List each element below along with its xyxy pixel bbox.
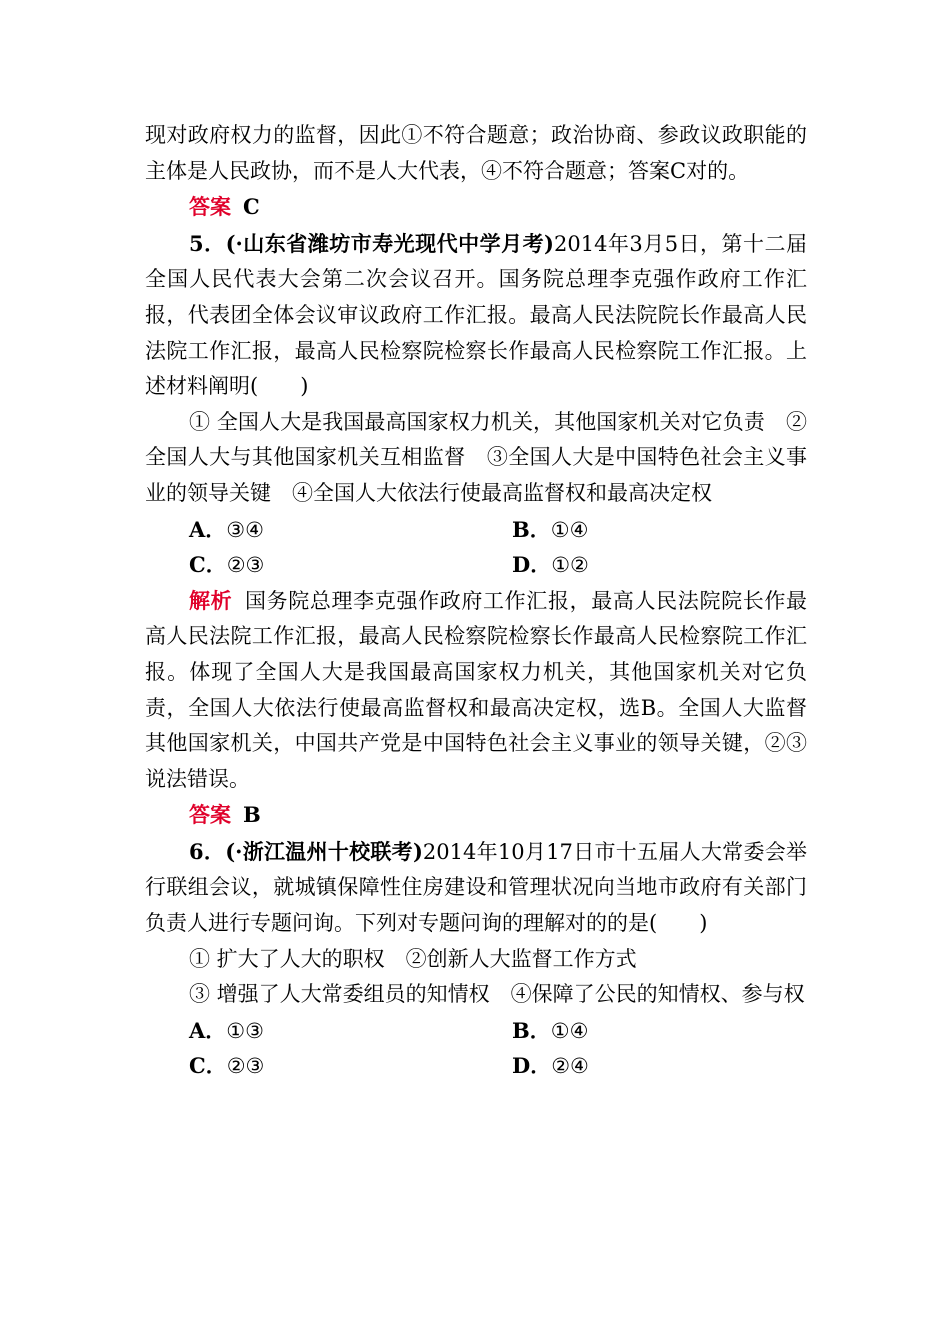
q5-answer (145, 797, 807, 834)
q5-options-row-1 (145, 512, 807, 548)
option-d[interactable]: D．①② (512, 552, 589, 578)
question-source: (·浙江温州十校联考) (225, 838, 423, 864)
q5-options-row-2 (145, 547, 807, 583)
question-stem: 2014年3月5日，第十二届全国人民代表大会第二次会议召开。国务院总理李克强作政府工作汇报，代表团全体会议审议政府工作汇报。最高人民法院院长作最高人民法院工作汇报，最高人民检察院检察长作最高人民检察院工作汇报。上述材料阐明( ) (145, 231, 807, 399)
answer-value: B (243, 802, 261, 828)
answer-value: C (243, 194, 260, 220)
option-b[interactable]: B．①④ (512, 516, 589, 542)
option-a[interactable]: A．③④ (189, 516, 264, 542)
question-number: 5． (189, 230, 226, 256)
q4-answer (145, 189, 807, 226)
option-d[interactable]: D．②④ (512, 1053, 589, 1079)
q6-statement-line-2: ③ 增强了人大常委组员的知情权 ④保障了公民的知情权、参与权 (189, 982, 805, 1007)
answer-label: 答案 (189, 802, 231, 828)
option-c[interactable]: C．②③ (189, 552, 265, 578)
option-a[interactable]: A．①③ (189, 1017, 264, 1043)
document-page (145, 118, 807, 1084)
q5-stem (145, 226, 807, 405)
q6-options-row-2 (145, 1048, 807, 1084)
q6-stem (145, 834, 807, 942)
q6-statement-line-1: ① 扩大了人大的职权 ②创新人大监督工作方式 (189, 946, 637, 971)
q5-analysis (145, 583, 807, 798)
q5-statements: ① 全国人大是我国最高国家权力机关，其他国家机关对它负责 ②全国人大与其他国家机关互相监督 ③全国人大是中国特色社会主义事业的领导关键 ④全国人大依法行使最高监督权和最高决定权 (145, 409, 807, 505)
q6-options-row-1 (145, 1013, 807, 1049)
question-source: (·山东省潍坊市寿光现代中学月考) (225, 230, 554, 256)
option-c[interactable]: C．②③ (189, 1053, 265, 1079)
analysis-label: 解析 (189, 587, 233, 613)
option-b[interactable]: B．①④ (512, 1017, 589, 1043)
analysis-text: 国务院总理李克强作政府工作汇报，最高人民法院院长作最高人民法院工作汇报，最高人民检察院检察长作最高人民检察院工作汇报。体现了全国人大是我国最高国家权力机关，其他国家机关对它负责，全国人大依法行使最高监督权和最高决定权，选B。全国人大监督其他国家机关，中国共产党是中国特色社会主义事业的领导关键，②③说法错误。 (145, 588, 808, 791)
answer-label: 答案 (189, 194, 231, 220)
intro-paragraph: 现对政府权力的监督，因此①不符合题意；政治协商、参政议政职能的主体是人民政协，而不是人大代表，④不符合题意；答案C对的。 (145, 123, 807, 183)
question-number: 6． (189, 838, 226, 864)
question-stem: 2014年10月17日市十五届人大常委会举行联组会议，就城镇保障性住房建设和管理状况向当地市政府有关部门负责人进行专题问询。下列对专题问询的理解对的的是( ) (145, 839, 808, 936)
